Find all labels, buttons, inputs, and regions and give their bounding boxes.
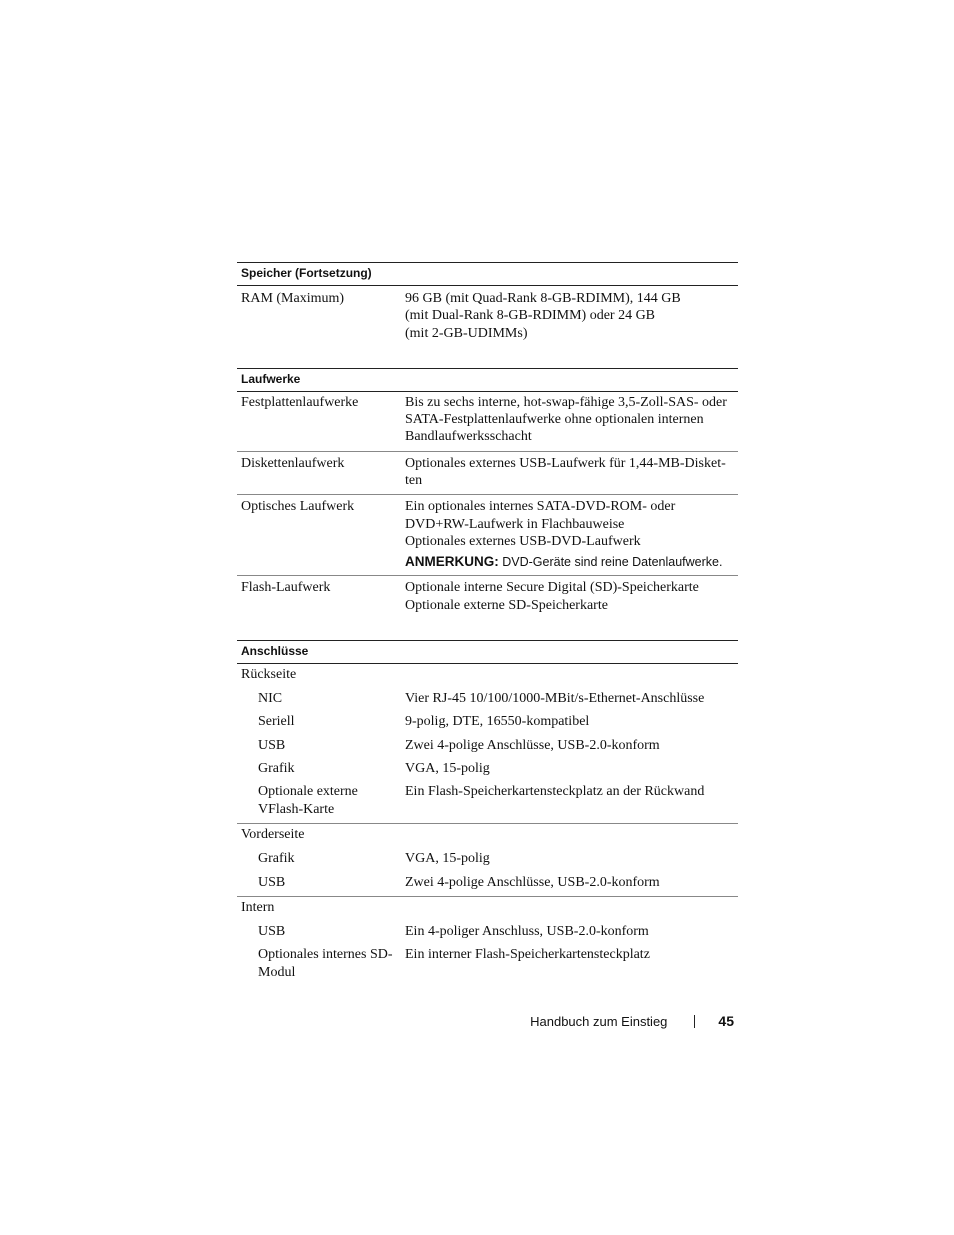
spec-row-grafik-front [237,849,738,872]
spec-row-optisch [237,495,738,576]
spec-row-sd-module [237,945,738,986]
spec-value: Ein Flash-Speicherkartensteckplatz an der Rückwand [405,784,705,800]
spec-label: RAM (Maximum) [241,291,345,306]
spec-value [405,579,738,614]
spec-label: USB [258,874,286,890]
spec-label: Flash-Laufwerk [241,580,331,596]
section-heading-laufwerke: Laufwerke [237,368,738,392]
spec-label: USB [258,737,286,753]
value-line: Bis zu sechs interne, hot-swap-fähige 3,5-Zoll-SAS- oder [405,394,727,410]
spec-label: Optisches Laufwerk [241,499,355,515]
spec-row-nic [237,689,738,712]
value-line: Ein optionales internes SATA-DVD-ROM- oder [405,499,676,515]
value-line: 96 GB (mit Quad-Rank 8-GB-RDIMM), 144 GB [405,291,681,306]
spec-label: Seriell [258,714,295,730]
value-line: SATA-Festplattenlaufwerke ohne optionalen internen [405,412,704,428]
value-line: Optionales externes USB-DVD-Laufwerk [405,533,641,549]
label-line: Modul [258,964,296,980]
spec-value [405,455,738,490]
spec-value [405,290,738,342]
label-line: Optionale externe [258,784,358,800]
spec-row-festplatten [237,392,738,452]
section-heading-anschluesse: Anschlüsse [237,640,738,664]
spec-value: VGA, 15-polig [405,761,490,777]
note-text: DVD-Geräte sind reine Datenlaufwerke. [502,555,723,570]
spec-row-grafik-rear [237,759,738,782]
value-line: Bandlaufwerksschacht [405,429,532,445]
spec-row-seriell [237,712,738,735]
value-line: (mit Dual-Rank 8-GB-RDIMM) oder 24 GB [405,308,656,324]
note [405,554,736,570]
spec-label: USB [258,924,286,940]
spec-row-usb-int [237,922,738,945]
spec-row-disketten [237,452,738,496]
label-line: Optionales internes SD- [258,947,393,963]
spec-label [237,783,405,818]
value-line: Optionales externes USB-Laufwerk für 1,44-MB-Disket- [405,455,726,471]
value-line: DVD+RW-Laufwerk in Flachbauweise [405,516,625,532]
spec-label: Grafik [258,761,295,777]
spec-row-flash [237,576,738,619]
spec-value: Vier RJ-45 10/100/1000-MBit/s-Ethernet-Anschlüsse [405,691,705,707]
spec-row-usb-rear [237,736,738,759]
spec-value [405,498,738,570]
footer-separator [694,1015,695,1028]
spec-row-usb-front [237,873,738,897]
spec-value: Zwei 4-polige Anschlüsse, USB-2.0-konform [405,737,660,753]
spec-table [237,262,738,986]
page-number: 45 [718,1013,734,1029]
spec-value: Ein 4-poliger Anschluss, USB-2.0-konform [405,924,649,940]
page-footer [500,1013,738,1029]
spec-value: Zwei 4-polige Anschlüsse, USB-2.0-konform [405,874,660,890]
spec-label: Festplattenlaufwerke [241,394,359,410]
value-line: Optionale interne Secure Digital (SD)-Speicherkarte [405,580,699,596]
spec-value [405,394,738,446]
value-line: Optionale externe SD-Speicherkarte [405,597,608,613]
section-heading-speicher: Speicher (Fortsetzung) [237,262,738,286]
footer-title: Handbuch zum Einstieg [530,1013,668,1029]
group-heading-vorderseite: Vorderseite [241,826,305,842]
spec-label: Diskettenlaufwerk [241,455,345,471]
group-heading-rueckseite: Rückseite [241,666,297,682]
spec-value: VGA, 15-polig [405,851,490,867]
spec-value: Ein interner Flash-Speicherkartensteckplatz [405,947,650,963]
label-line: VFlash-Karte [258,801,335,817]
spec-label: Grafik [258,851,295,867]
value-line: (mit 2-GB-UDIMMs) [405,325,528,341]
spec-value: 9-polig, DTE, 16550-kompatibel [405,714,590,730]
spec-row-vflash [237,782,738,824]
value-line: ten [405,473,423,489]
spec-row-ram [237,286,738,347]
group-heading-intern: Intern [241,899,275,915]
spec-label: NIC [258,691,283,707]
note-label: ANMERKUNG: [405,554,499,570]
spec-label [237,946,405,981]
